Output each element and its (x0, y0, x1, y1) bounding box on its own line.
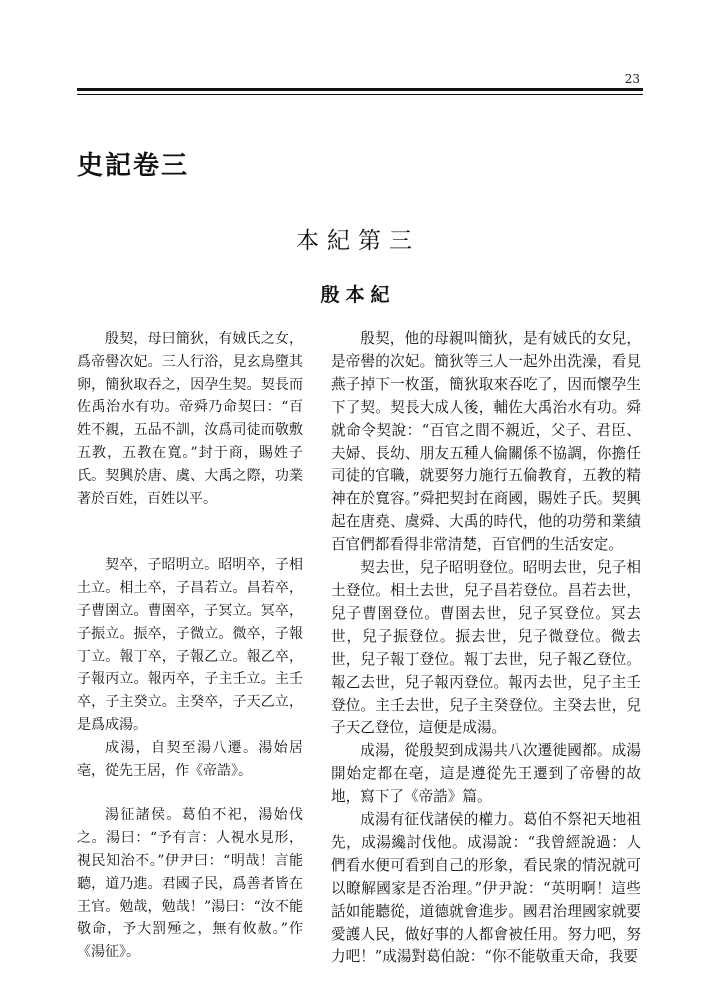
classical-text-column (77, 328, 303, 961)
classical-paragraph-3: 成湯，自契至湯八遷。湯始居亳，從先王居，作《帝誥》。 (77, 739, 303, 779)
section-title: 殷本紀 (320, 284, 396, 306)
volume-title: 史記卷三 (77, 151, 190, 181)
classical-paragraph-4: 湯征諸侯。葛伯不祀，湯始伐之。湯曰：“予有言：人視水見形，視民知治不。”伊尹曰：“明哉！言能聽，道乃進。君國子民，爲善者皆在王官。勉哉，勉哉！”湯曰：“汝不能敬命，予大罰殛之，無有攸赦。”作《湯征》。 (77, 807, 303, 961)
page-number: 23 (624, 72, 640, 86)
classical-paragraph-1: 殷契，母曰簡狄，有娀氏之女，爲帝嚳次妃。三人行浴，見玄鳥墮其卵，簡狄取吞之，因孕生契。契長而佐禹治水有功。帝舜乃命契曰：“百姓不親，五品不訓，汝爲司徒而敬敷五教，五教在寬。”封于商，賜姓子氏。契興於唐、虞、大禹之際，功業著於百姓，百姓以平。 (77, 331, 303, 507)
header-rule-thick (77, 88, 643, 91)
translation-paragraph-3: 成湯，從殷契到成湯共八次遷徙國都。成湯開始定都在亳，這是遵從先王遷到了帝嚳的故地，寫下了《帝誥》篇。 (331, 742, 641, 806)
translation-paragraph-2: 契去世，兒子昭明登位。昭明去世，兒子相土登位。相土去世，兒子昌若登位。昌若去世，兒子曹圉登位。曹圉去世，兒子冥登位。冥去世，兒子振登位。振去世，兒子微登位。微去世，兒子報丁登位。報丁去世，兒子報乙登位。報乙去世，兒子報丙登位。報丙去世，兒子主壬登位。主壬去世，兒子主癸登位。主癸去世，兒子天乙登位，這便是成湯。 (331, 559, 641, 737)
translation-paragraph-4: 成湯有征伐諸侯的權力。葛伯不祭祀天地祖先，成湯纔討伐他。成湯說：“我曾經說過：人們看水便可看到自己的形象，看民衆的情況就可以瞭解國家是否治理。”伊尹說：“英明啊！這些話如能聽從，道德就會進步。國君治理國家就要愛護人民，做好事的人都會被任用。努力吧，努力吧！”成湯對葛伯說：“你不能敬重天命，我要 (331, 811, 641, 966)
translation-column (331, 328, 641, 966)
header-rule-thin (77, 94, 643, 95)
translation-paragraph-1: 殷契，他的母親叫簡狄，是有娀氏的女兒，是帝嚳的次妃。簡狄等三人一起外出洗澡，看見燕子掉下一枚蛋，簡狄取來吞吃了，因而懷孕生下了契。契長大成人後，輔佐大禹治水有功。舜就命令契說：“百官之間不親近，父子、君臣、夫婦、長幼、朋友五種人倫關係不協調，你擔任司徒的官職，就要努力施行五倫教育，五教的精神在於寬容。”舜把契封在商國，賜姓子氏。契興起在唐堯、虞舜、大禹的時代，他的功勞和業績百官們都看得非常清楚，百官們的生活安定。 (331, 330, 641, 554)
classical-paragraph-2: 契卒，子昭明立。昭明卒，子相土立。相土卒，子昌若立。昌若卒，子曹圉立。曹圉卒，子冥立。冥卒，子振立。振卒，子微立。微卒，子報丁立。報丁卒，子報乙立。報乙卒，子報丙立。報丙卒，子主壬立。主壬卒，子主癸立。主癸卒，子天乙立，是爲成湯。 (77, 557, 303, 733)
chapter-title: 本紀第三 (296, 228, 420, 254)
